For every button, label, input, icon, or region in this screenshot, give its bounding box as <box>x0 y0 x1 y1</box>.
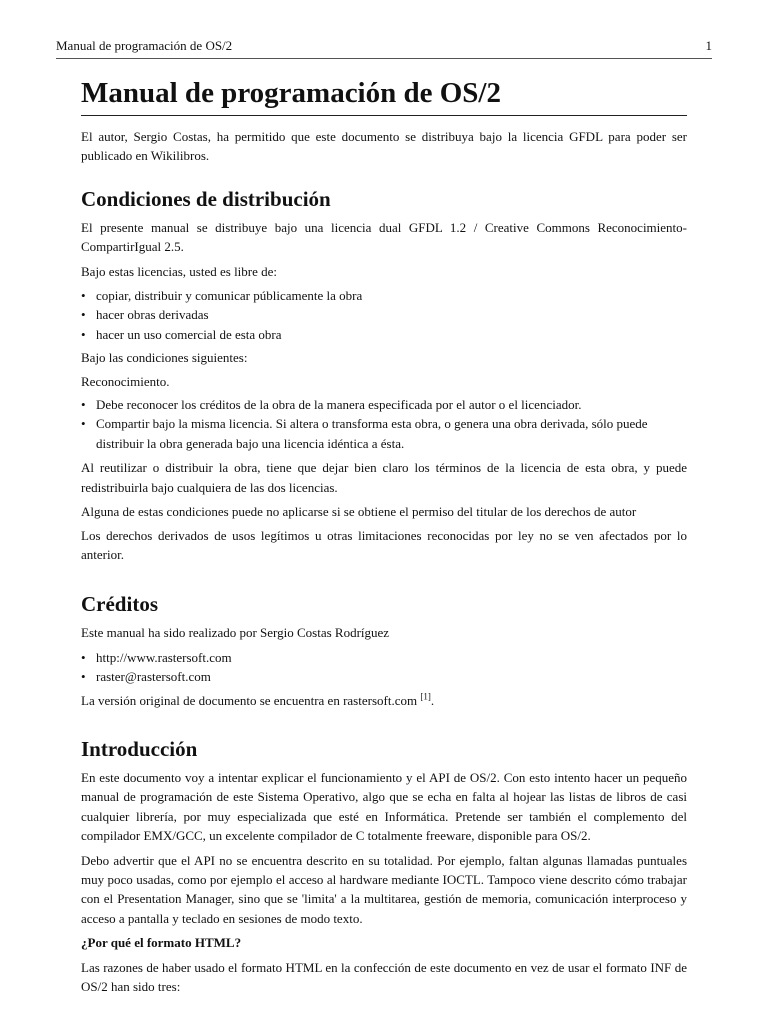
document-title: Manual de programación de OS/2 <box>81 75 687 116</box>
conditions-intro: Bajo las condiciones siguientes: <box>81 350 248 366</box>
list-item: • copiar, distribuir y comunicar públicamente la obra <box>81 286 687 305</box>
distribution-heading: Condiciones de distribución <box>81 186 331 211</box>
introduction-paragraph-3: Las razones de haber usado el formato HTML en la confección de este documento en vez de usar el formato INF de OS/2 han sido tres: <box>81 959 687 994</box>
original-version-text: La versión original de documento se encuentra en rastersoft.com <box>81 692 421 708</box>
running-header-rule <box>56 58 712 59</box>
credits-links-list <box>81 648 687 687</box>
credits-author-paragraph: Este manual ha sido realizado por Sergio Costas Rodríguez <box>81 625 390 641</box>
introduction-paragraph-2: Debo advertir que el API no se encuentra descrito en su totalidad. Por ejemplo, faltan algunas llamadas puntuales muy poco usadas, como por ejemplo el acceso al hardware mediante IOCTL. Tampoco viene descrito cómo trabajar con el Presentation Manager, sino que se 'limita' a la multitarea, gestión de memoria, comunicación interproceso y acceso a pantalla y teclado en sesiones de modo texto. <box>81 852 687 926</box>
original-version-end: . <box>430 692 435 708</box>
freedoms-list <box>81 286 687 344</box>
list-item: • Debe reconocer los créditos de la obra de la manera especificada por el autor o el licenciador. <box>81 395 687 414</box>
credits-heading: Créditos <box>81 592 158 617</box>
page-number: 1 <box>705 38 712 53</box>
reference-link[interactable]: [1] <box>420 691 431 702</box>
list-item: • Compartir bajo la misma licencia. Si altera o transforma esta obra, o genera una obra derivada, sólo puede distribuir la obra generada bajo una licencia idéntica a ésta. <box>81 414 687 453</box>
html-format-subheading: ¿Por qué el formato HTML? <box>81 935 242 951</box>
running-header <box>56 38 712 54</box>
list-item: • hacer un uso comercial de esta obra <box>81 325 687 344</box>
email-link[interactable]: • raster@rastersoft.com <box>81 667 687 686</box>
intro-paragraph: El autor, Sergio Costas, ha permitido que este documento se distribuya bajo la licencia GFDL para poder ser publicado en Wikilibros. <box>81 129 687 164</box>
running-header-title: Manual de programación de OS/2 <box>56 38 233 53</box>
waiver-paragraph: Alguna de estas condiciones puede no aplicarse si se obtiene el permiso del titular de los derechos de autor <box>81 504 637 520</box>
attribution-label: Reconocimiento. <box>81 373 170 389</box>
website-link[interactable]: • http://www.rastersoft.com <box>81 648 687 667</box>
conditions-list <box>81 395 687 453</box>
distribution-license-paragraph: El presente manual se distribuye bajo una licencia dual GFDL 1.2 / Creative Commons Reconocimiento-CompartirIgual 2.5. <box>81 219 687 255</box>
reuse-paragraph: Al reutilizar o distribuir la obra, tiene que dejar bien claro los términos de la licencia de esta obra, y puede redistribuirla bajo cualquiera de las dos licencias. <box>81 460 687 495</box>
page-content <box>81 75 687 996</box>
introduction-paragraph-1: En este documento voy a intentar explicar el funcionamiento y el API de OS/2. Con esto intento hacer un pequeño manual de programación de este Sistema Operativo, algo que se echa en falta al hojear las listas de libros de casi cualquier librería, por muy especializada que esté en Informática. Pretende ser también el complemento del compilador EMX/GCC, un excelente compilador de C totalmente freeware, disponible para OS/2. <box>81 769 687 844</box>
list-item: • hacer obras derivadas <box>81 305 687 324</box>
introduction-heading: Introducción <box>81 736 198 761</box>
distribution-freedoms-intro: Bajo estas licencias, usted es libre de: <box>81 263 278 279</box>
original-version-paragraph <box>81 691 687 710</box>
fair-use-paragraph: Los derechos derivados de usos legítimos u otras limitaciones reconocidas por ley no se ven afectados por lo anterior. <box>81 527 687 562</box>
